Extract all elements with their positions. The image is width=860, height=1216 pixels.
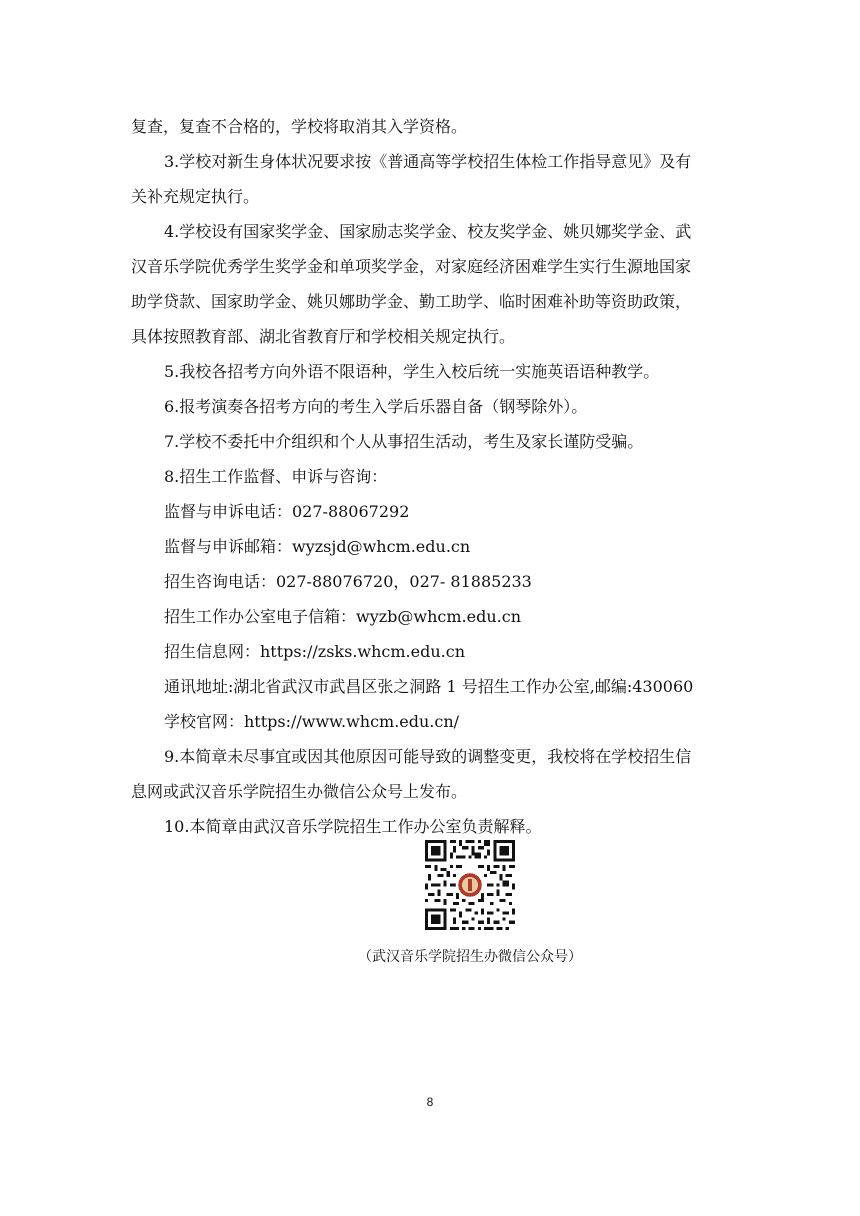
paragraph-4-line-2: 汉音乐学院优秀学生奖学金和单项奖学金，对家庭经济困难学生实行生源地国家 bbox=[131, 257, 692, 276]
supervision-phone: 监督与申诉电话：027-88067292 bbox=[164, 502, 410, 521]
paragraph-0-line-1: 复查，复查不合格的，学校将取消其入学资格。 bbox=[131, 117, 468, 136]
paragraph-9-line-1: 9.本简章未尽事宜或因其他原因可能导致的调整变更，我校将在学校招生信 bbox=[164, 747, 692, 766]
official-site: 学校官网：https://www.whcm.edu.cn/ bbox=[164, 712, 460, 731]
page-number: 8 bbox=[426, 1095, 434, 1109]
paragraph-10: 10.本简章由武汉音乐学院招生工作办公室负责解释。 bbox=[164, 817, 542, 836]
paragraph-4-line-4: 具体按照教育部、湖北省教育厅和学校相关规定执行。 bbox=[131, 327, 516, 346]
paragraph-4-line-1: 4.学校设有国家奖学金、国家励志奖学金、校友奖学金、姚贝娜奖学金、武 bbox=[164, 222, 692, 241]
paragraph-5: 5.我校各招考方向外语不限语种，学生入校后统一实施英语语种教学。 bbox=[164, 362, 660, 381]
paragraph-6: 6.报考演奏各招考方向的考生入学后乐器自备（钢琴除外）。 bbox=[164, 397, 588, 416]
supervision-email: 监督与申诉邮箱：wyzsjd@whcm.edu.cn bbox=[164, 537, 471, 556]
paragraph-8-heading: 8.招生工作监督、申诉与咨询： bbox=[164, 467, 388, 486]
wechat-qr-code bbox=[425, 840, 515, 930]
consult-phone: 招生咨询电话：027-88076720，027- 81885233 bbox=[164, 572, 532, 591]
paragraph-7: 7.学校不委托中介组织和个人从事招生活动，考生及家长谨防受骗。 bbox=[164, 432, 644, 451]
paragraph-3-line-1: 3.学校对新生身体状况要求按《普通高等学校招生体检工作指导意见》及有 bbox=[164, 152, 692, 171]
paragraph-9-line-2: 息网或武汉音乐学院招生办微信公众号上发布。 bbox=[131, 782, 468, 801]
office-email: 招生工作办公室电子信箱：wyzb@whcm.edu.cn bbox=[164, 607, 521, 626]
mailing-address: 通讯地址:湖北省武汉市武昌区张之洞路 1 号招生工作办公室,邮编:430060 bbox=[164, 677, 694, 696]
paragraph-3-line-2: 关补充规定执行。 bbox=[131, 187, 260, 206]
info-site: 招生信息网：https://zsks.whcm.edu.cn bbox=[164, 642, 466, 661]
qr-caption: （武汉音乐学院招生办微信公众号） bbox=[358, 949, 582, 965]
paragraph-4-line-3: 助学贷款、国家助学金、姚贝娜助学金、勤工助学、临时困难补助等资助政策， bbox=[131, 292, 692, 311]
